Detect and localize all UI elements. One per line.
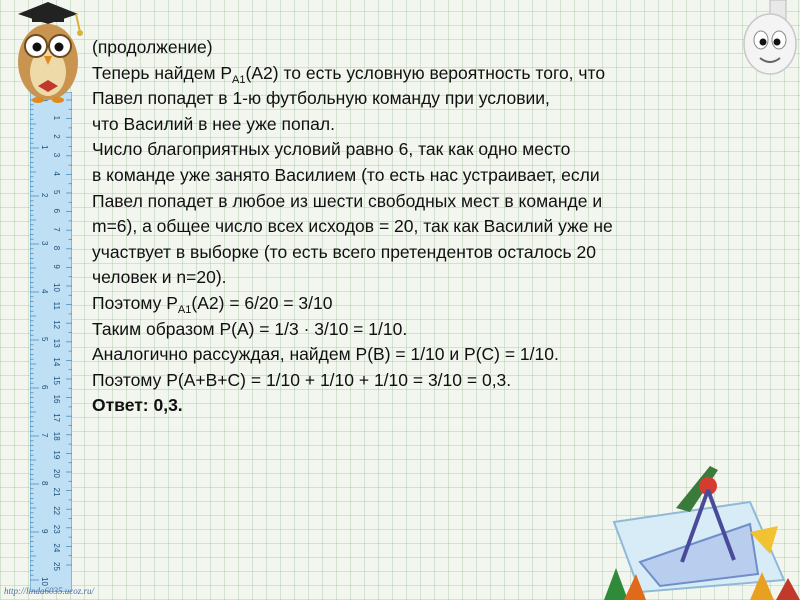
owl-mascot-icon: [4, 0, 92, 106]
ruler-inch-label: 16: [52, 394, 61, 404]
ruler-illustration: [30, 92, 72, 592]
ruler-cm-label: 9: [40, 529, 49, 534]
ruler-inch-label: 4: [52, 171, 61, 176]
ruler-cm-label: 8: [40, 481, 49, 486]
ruler-inch-label: 10: [52, 283, 61, 292]
text-line: Теперь найдем $P_{A1}(A2)$ то есть условную вероятность того, что: [92, 62, 606, 86]
subscript: A1: [177, 303, 192, 316]
text-line: (продолжение): [92, 37, 213, 57]
ruler-inch-label: 6: [52, 208, 61, 214]
ruler-inch-label: 1: [52, 115, 61, 121]
text-line: что Василий в нее уже попал.: [92, 113, 335, 134]
ruler-inch-label: 17: [52, 413, 61, 423]
answer-line: Ответ: 0,3.: [92, 395, 183, 416]
geometry-tools-illustration: [600, 462, 800, 600]
ruler-inch-label: 12: [52, 320, 61, 330]
ruler-inch-label: 5: [52, 190, 61, 195]
ruler-cm-label: 1: [40, 145, 49, 150]
ruler-inch-label: 19: [52, 450, 61, 460]
ruler-inch-label: 11: [52, 301, 61, 310]
ruler-cm-label: 2: [40, 193, 49, 198]
ruler-inch-label: 18: [52, 431, 61, 441]
ruler-inch-label: 20: [52, 469, 61, 478]
ruler-inch-label: 25: [52, 562, 61, 571]
ruler-inch-label: 22: [52, 506, 61, 516]
subscript: A1: [232, 73, 246, 86]
ruler-inch-label: 13: [52, 338, 61, 348]
text-line: участвует в выборке (то есть всего претендентов осталось 20: [92, 241, 596, 262]
text-line: Число благоприятных условий равно 6, так как одно место: [92, 139, 571, 160]
text-line: в команде уже занято Василием (то есть нас устраивает, если: [92, 164, 600, 185]
text-line: Поэтому $P_{A1}(A2) = 6/20 = 3/10$: [92, 292, 333, 316]
text-line: Поэтому P(A+B+C) = 1/10 + 1/10 + 1/10 = 3/10 = 0,3.: [92, 369, 512, 390]
ruler-inch-label: 24: [52, 543, 61, 553]
ruler-cm-label: 6: [40, 385, 49, 390]
text-line: человек и n=20).: [92, 267, 227, 288]
text-line: Аналогично рассуждая, найдем P(B) = 1/10 и P(C) = 1/10.: [92, 344, 559, 365]
ruler-inch-label: 21: [52, 487, 61, 497]
ruler-cm-label: 7: [40, 433, 49, 438]
text-line: Павел попадет в 1-ю футбольную команду при условии,: [92, 88, 550, 109]
text-line: Павел попадет в любое из шести свободных мест в команде и: [92, 190, 603, 211]
ruler-inch-label: 2: [52, 134, 61, 139]
ruler-cm-label: 10: [40, 577, 49, 586]
source-link[interactable]: http://linda6035.ucoz.ru/: [4, 586, 94, 596]
ruler-inch-label: 8: [52, 245, 61, 251]
text-line: m=6), а общее число всех исходов = 20, так как Василий уже не: [92, 216, 613, 237]
ruler-inch-label: 3: [52, 152, 61, 158]
ruler-inch-label: 9: [52, 264, 61, 269]
ruler-inch-label: 23: [52, 524, 61, 534]
text-line: Таким образом P(A) = 1/3 · 3/10 = 1/10.: [92, 318, 408, 339]
ruler-inch-label: 15: [52, 376, 61, 385]
ruler-cm-label: 4: [40, 289, 49, 294]
ruler-cm-label: 5: [40, 337, 49, 342]
ruler-cm-label: 3: [40, 241, 49, 246]
solution-text: [92, 35, 752, 419]
ruler-inch-label: 14: [52, 357, 61, 367]
ruler-inch-label: 7: [52, 227, 61, 232]
